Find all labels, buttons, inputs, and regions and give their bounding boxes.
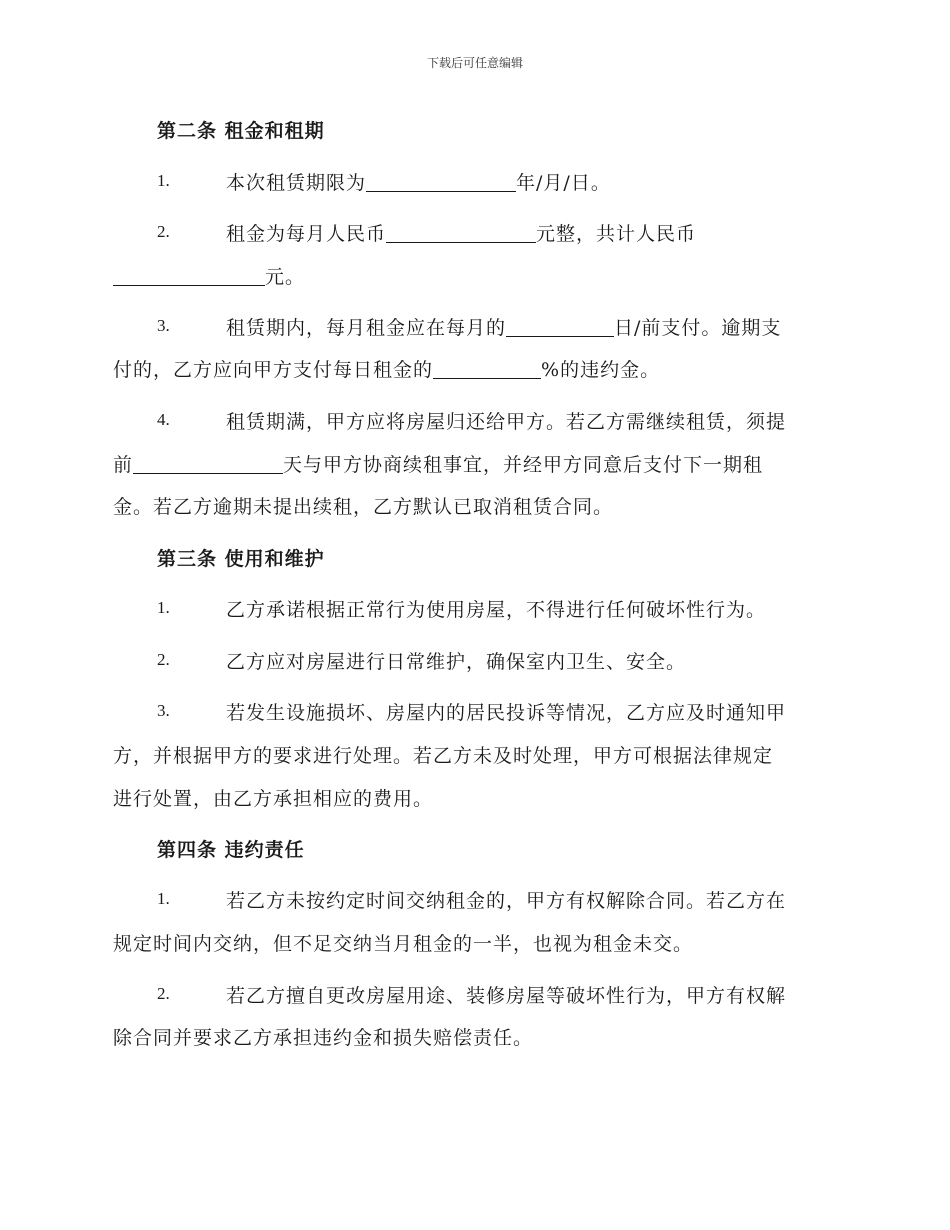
fill-blank[interactable]	[433, 359, 541, 379]
paragraph-line: 若乙方未按约定时间交纳租金的，甲方有权解除合同。若乙方在	[226, 890, 787, 912]
section-title: 第二条 租金和租期	[157, 120, 325, 142]
item-number: 2.	[157, 650, 170, 669]
paragraph-line: 若发生设施损坏、房屋内的居民投诉等情况，乙方应及时通知甲	[226, 702, 787, 724]
paragraph-line: 规定时间内交纳，但不足交纳当月租金的一半，也视为租金未交。	[113, 933, 694, 955]
paragraph-line: 租金为每月人民币 元整，共计人民币	[226, 223, 697, 245]
item-number: 3.	[157, 701, 170, 720]
fill-blank[interactable]	[506, 317, 614, 337]
paragraph-line: 金。若乙方逾期未提出续租，乙方默认已取消租赁合同。	[113, 496, 614, 518]
item-number: 1.	[157, 598, 170, 617]
item-number: 1.	[157, 171, 170, 190]
item-number: 2.	[157, 984, 170, 1003]
paragraph-line: 乙方承诺根据正常行为使用房屋，不得进行任何破坏性行为。	[226, 599, 767, 621]
paragraph-line: 前 天与甲方协商续租事宜，并经甲方同意后支付下一期租	[113, 454, 764, 476]
fill-blank[interactable]	[386, 223, 536, 243]
section-title: 第四条 违约责任	[157, 839, 305, 861]
paragraph-line: 本次租赁期限为 年/月/日。	[226, 172, 611, 194]
item-number: 2.	[157, 222, 170, 241]
item-number: 1.	[157, 889, 170, 908]
page-header: 下载后可任意编辑	[426, 56, 523, 70]
fill-blank[interactable]	[113, 266, 265, 286]
section-title: 第三条 使用和维护	[157, 548, 325, 570]
fill-blank[interactable]	[133, 454, 283, 474]
paragraph-line: 租赁期满，甲方应将房屋归还给甲方。若乙方需继续租赁，须提	[226, 411, 787, 433]
paragraph-line: 元。	[113, 262, 305, 289]
fill-blank[interactable]	[366, 172, 516, 192]
item-number: 3.	[157, 316, 170, 335]
paragraph-line: 若乙方擅自更改房屋用途、装修房屋等破坏性行为，甲方有权解	[226, 985, 787, 1007]
paragraph-line: 方，并根据甲方的要求进行处理。若乙方未及时处理，甲方可根据法律规定	[113, 745, 774, 767]
item-number: 4.	[157, 410, 170, 429]
paragraph-line: 付的，乙方应向甲方支付每日租金的 %的违约金。	[113, 359, 661, 381]
paragraph-line: 进行处置，由乙方承担相应的费用。	[113, 788, 434, 810]
paragraph-line: 除合同并要求乙方承担违约金和损失赔偿责任。	[113, 1027, 534, 1049]
paragraph-line: 乙方应对房屋进行日常维护，确保室内卫生、安全。	[226, 651, 687, 673]
paragraph-line: 租赁期内，每月租金应在每月的 日/前支付。逾期支	[226, 317, 782, 339]
